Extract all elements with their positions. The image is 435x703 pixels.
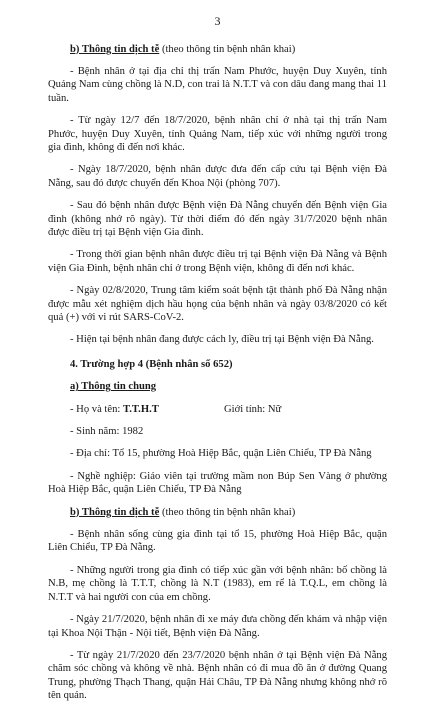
paragraph: - Bệnh nhân sống cùng gia đình tại tổ 15, phường Hoà Hiệp Bắc, quận Liên Chiểu, TP Đà Nẵng. (48, 529, 387, 554)
paragraph: - Ngày 02/8/2020, Trung tâm kiểm soát bệnh tật thành phố Đà Nẵng nhận được mẫu xét nghiệm dịch hầu họng của bệnh nhân và ngày 03/8/2020 có kết quả (+) với vi rút SARS-CoV-2. (48, 285, 387, 323)
paragraph: - Những người trong gia đình có tiếp xúc gần với bệnh nhân: bố chồng là N.B, mẹ chồng là T.T.T, chồng là N.T (1983), em rể là T.Q.L, em chồng là N.T.T và hai người con của em chồng. (48, 564, 387, 603)
case-heading: 4. Trường hợp 4 (Bệnh nhân số 652) (70, 358, 233, 370)
epidemiology-heading-title: b) Thông tin dịch tễ (70, 506, 160, 518)
epidemiology-heading (48, 506, 387, 519)
paragraph: - Hiện tại bệnh nhân đang được cách ly, điều trị tại Bệnh viện Đà Nẵng. (70, 334, 374, 346)
general-info-heading: a) Thông tin chung (70, 381, 157, 393)
epidemiology-heading-title: b) Thông tin dịch tễ (70, 43, 160, 55)
gender-field (202, 403, 281, 416)
gender-value: Nữ (267, 403, 282, 415)
epidemiology-heading-note: (theo thông tin bệnh nhân khai) (159, 506, 296, 518)
address: - Địa chỉ: Tổ 15, phường Hoà Hiệp Bắc, quận Liên Chiểu, TP Đà Nẵng (70, 448, 372, 460)
paragraph: - Ngày 18/7/2020, bệnh nhân được đưa đến cấp cứu tại Bệnh viện Đà Nẵng, sau đó được chuyển đến Khoa Nội (phòng 707). (48, 164, 387, 189)
epidemiology-heading (48, 43, 387, 56)
name-gender-row (48, 403, 387, 416)
paragraph: - Trong thời gian bệnh nhân được điều trị tại Bệnh viện Đà Nẵng và Bệnh viện Gia Đình, bệnh nhân chỉ ở trong Bệnh viện, không đi đến nơi khác. (48, 249, 387, 274)
paragraph: - Từ ngày 12/7 đến 18/7/2020, bệnh nhân chỉ ở nhà tại thị trấn Nam Phước, huyện Duy Xuyên, tỉnh Quảng Nam, tiếp xúc với những người trong gia đình, không đi đến nơi khác. (48, 115, 387, 153)
epidemiology-heading-note: (theo thông tin bệnh nhân khai) (159, 43, 296, 55)
paragraph: - Từ ngày 21/7/2020 đến 23/7/2020 bệnh nhân ở tại Bệnh viện Đà Nẵng chăm sóc chồng và không về nhà. Bệnh nhân có đi mua đồ ăn ở đường Quang Trung, phường Thạch Thang, quận Hải Châu, TP Đà Nẵng nhưng không nhớ rõ tên quán. (48, 649, 387, 702)
name-label: - Họ và tên: (70, 403, 123, 415)
paragraph: - Sau đó bệnh nhân được Bệnh viện Đà Nẵng chuyển đến Bệnh viện Gia đình (không nhớ rõ ngày). Từ thời điểm đó đến ngày 31/7/2020 bệnh nhân được điều trị tại Bệnh viện Gia đình. (48, 200, 387, 238)
page-number: 3 (214, 14, 221, 28)
name-field (48, 403, 202, 416)
name-value: T.T.H.T (122, 403, 159, 415)
gender-label: Giới tính: (224, 403, 268, 415)
paragraph: - Bệnh nhân ở tại địa chỉ thị trấn Nam Phước, huyện Duy Xuyên, tỉnh Quảng Nam cùng chồng là N.D, con trai là N.T.T và con dâu đang mang thai 11 tuần. (48, 65, 387, 104)
occupation: - Nghề nghiệp: Giáo viên tại trường mầm non Búp Sen Vàng ở phường Hoà Hiệp Bắc, quận Liên Chiểu, TP Đà Nẵng (48, 470, 387, 496)
paragraph: - Ngày 21/7/2020, bệnh nhân đi xe máy đưa chồng đến khám và nhập viện tại Khoa Nội Thận - Nội tiết, Bệnh viện Đà Nẵng. (48, 614, 387, 639)
birth-year: - Sinh năm: 1982 (70, 426, 144, 438)
